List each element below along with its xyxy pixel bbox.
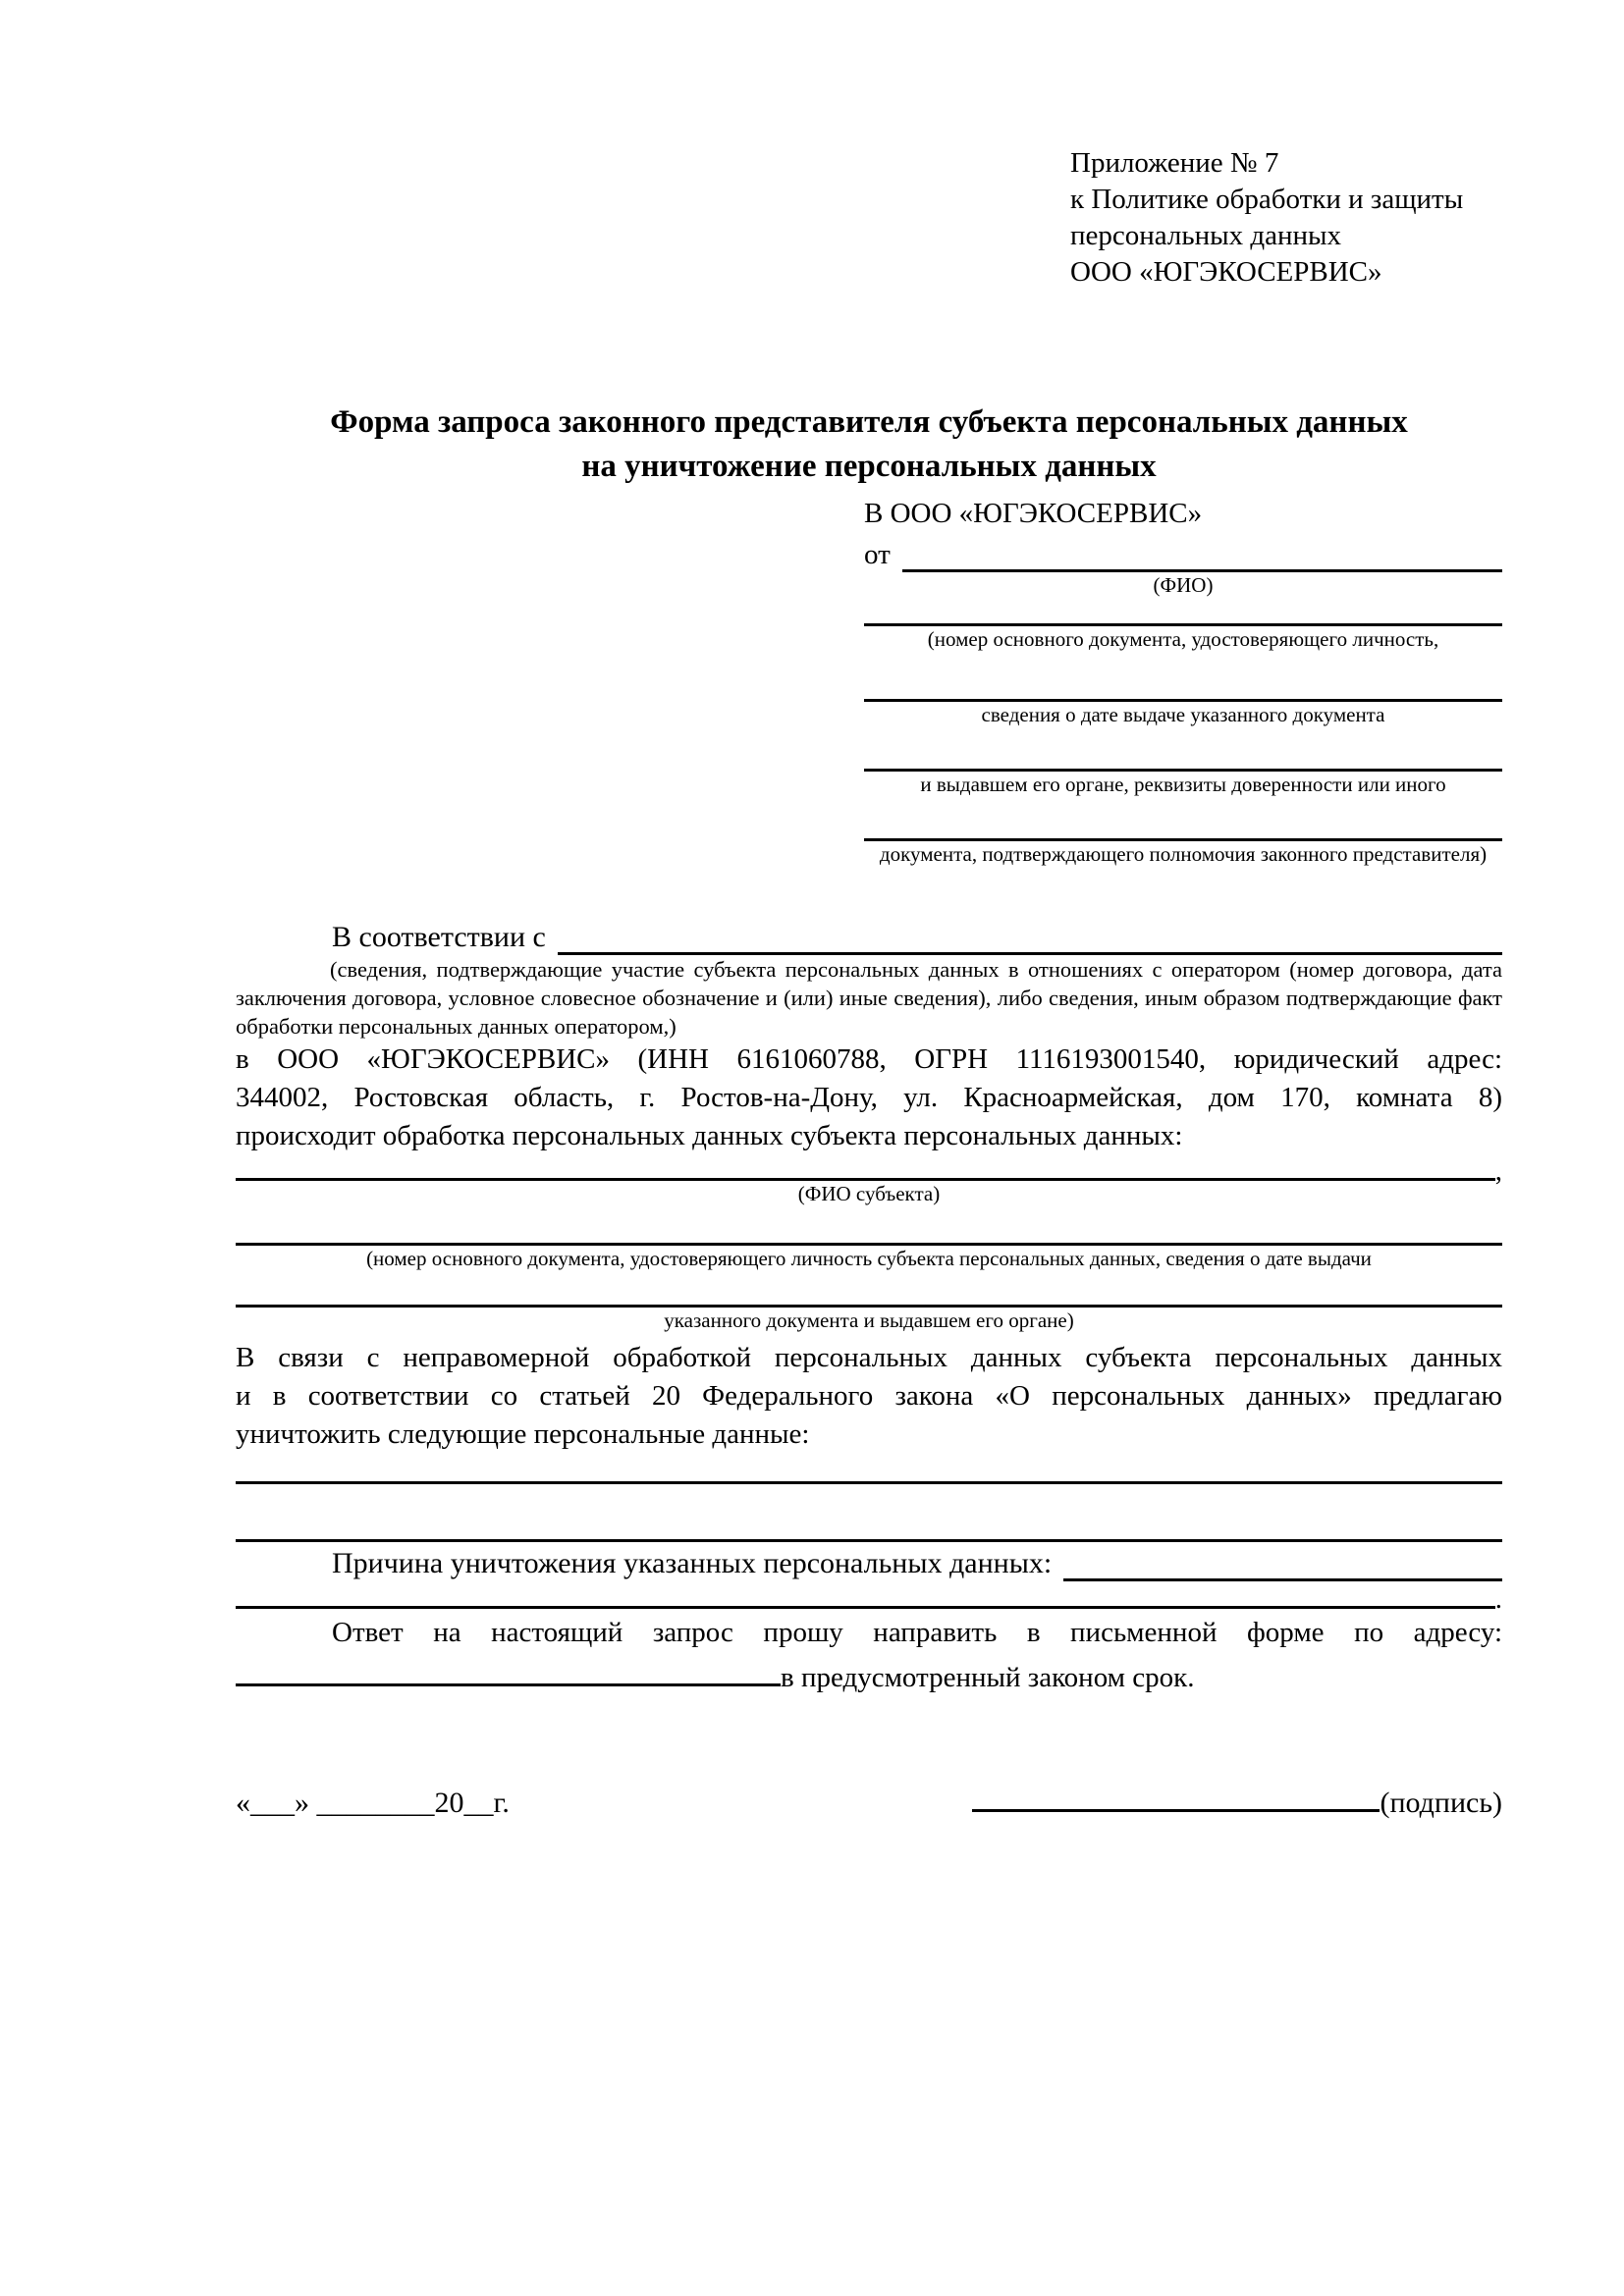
addressee-organization: В ООО «ЮГЭКОСЕРВИС»	[864, 498, 1203, 529]
header-note	[1070, 145, 1502, 291]
addressee-block	[864, 494, 1502, 867]
document-title	[236, 400, 1502, 489]
accordance-note-line-2: заключения договора, условное словесное обозначение и (или) иные сведения), либо сведения, иным образом подтверждающие факт	[236, 986, 1502, 1010]
header-note-line-3: персональных данных	[1070, 220, 1342, 251]
data-to-destroy-blank-field[interactable]	[236, 1454, 1502, 1484]
document-title-line-1: Форма запроса законного представителя субъекта персональных данных	[330, 404, 1408, 440]
subject-fio-row	[236, 1155, 1502, 1187]
accordance-note-line-3: обработки персональных данных оператором,)	[236, 1014, 677, 1039]
from-row	[864, 533, 1502, 572]
field-caption-subject-document: (номер основного документа, удостоверяющего личность субъекта персональных данных, сведения о дате выдачи	[366, 1247, 1372, 1270]
date-line: «___» ________20__г.	[236, 1787, 510, 1819]
data-to-destroy-blank-field-2[interactable]	[236, 1484, 1502, 1542]
operator-paragraph-line-2: 344002, Ростовская область, г. Ростов-на-Дону, ул. Красноармейская, дом 170, комната 8)	[236, 1082, 1502, 1113]
subject-document-blank-field[interactable]	[236, 1206, 1502, 1246]
reason-continuation-row	[236, 1581, 1502, 1615]
field-caption-issuing-authority: и выдавшем его органе, реквизиты доверенности или иного	[920, 773, 1446, 796]
answer-suffix: в предусмотренный законом срок.	[781, 1662, 1195, 1693]
signature-group	[972, 1784, 1502, 1823]
reason-row	[236, 1542, 1502, 1581]
field-caption-authority-document: документа, подтверждающего полномочия законного представителя)	[879, 842, 1488, 866]
accordance-note-line-1: (сведения, подтверждающие участие субъекта персональных данных в отношениях с оператором (номер договора, дата	[330, 957, 1502, 982]
answer-sentence: Ответ на настоящий запрос прошу направить в письменной форме по адресу:	[332, 1617, 1502, 1648]
signature-date-row	[236, 1784, 1502, 1823]
header-note-line-1: Приложение № 7	[1070, 147, 1279, 179]
subject-fio-comma: ,	[1494, 1155, 1502, 1187]
operator-paragraph-line-3: происходит обработка персональных данных субъекта персональных данных:	[236, 1120, 1183, 1151]
accordance-label: В соответствии с	[332, 921, 546, 953]
accordance-row	[236, 916, 1502, 955]
signature-blank-field[interactable]	[972, 1809, 1380, 1812]
field-caption-fio: (ФИО)	[1153, 573, 1214, 597]
representative-document-blank-field[interactable]	[864, 598, 1502, 626]
field-caption-document-number: (номер основного документа, удостоверяющего личность,	[927, 627, 1439, 651]
header-note-line-4: ООО «ЮГЭКОСЕРВИС»	[1070, 256, 1382, 288]
reason-blank-field[interactable]	[1063, 1578, 1502, 1581]
field-caption-issue-date: сведения о дате выдаче указанного документа	[981, 703, 1385, 726]
request-paragraph	[236, 1339, 1502, 1454]
operator-paragraph	[236, 1041, 1502, 1155]
from-label: от	[864, 539, 891, 570]
subject-document-blank-field-2[interactable]	[236, 1271, 1502, 1308]
field-caption-subject-fio: (ФИО субъекта)	[797, 1182, 941, 1205]
address-row	[236, 1658, 1502, 1697]
request-paragraph-line-3: уничтожить следующие персональные данные:	[236, 1418, 810, 1450]
reason-blank-field-2[interactable]	[236, 1606, 1495, 1609]
authority-document-blank-field[interactable]	[864, 797, 1502, 841]
operator-paragraph-line-1: в ООО «ЮГЭКОСЕРВИС» (ИНН 6161060788, ОГРН 1116193001540, юридический адрес:	[236, 1043, 1502, 1075]
request-paragraph-line-2: и в соответствии со статьей 20 Федерального закона «О персональных данных» предлагаю	[236, 1380, 1502, 1412]
accordance-note	[236, 955, 1502, 1041]
field-caption-subject-document-2: указанного документа и выдавшем его органе)	[664, 1308, 1074, 1332]
reason-label: Причина уничтожения указанных персональных данных:	[332, 1547, 1053, 1579]
request-paragraph-line-1: В связи с неправомерной обработкой персональных данных субъекта персональных данных	[236, 1342, 1502, 1373]
header-note-line-2: к Политике обработки и защиты	[1070, 184, 1464, 215]
issuing-authority-blank-field[interactable]	[864, 727, 1502, 772]
reason-period: .	[1494, 1583, 1502, 1615]
address-blank-field[interactable]	[236, 1683, 781, 1686]
document-issue-date-blank-field[interactable]	[864, 652, 1502, 702]
signature-caption: (подпись)	[1380, 1787, 1502, 1819]
document-title-line-2: на уничтожение персональных данных	[581, 449, 1157, 484]
